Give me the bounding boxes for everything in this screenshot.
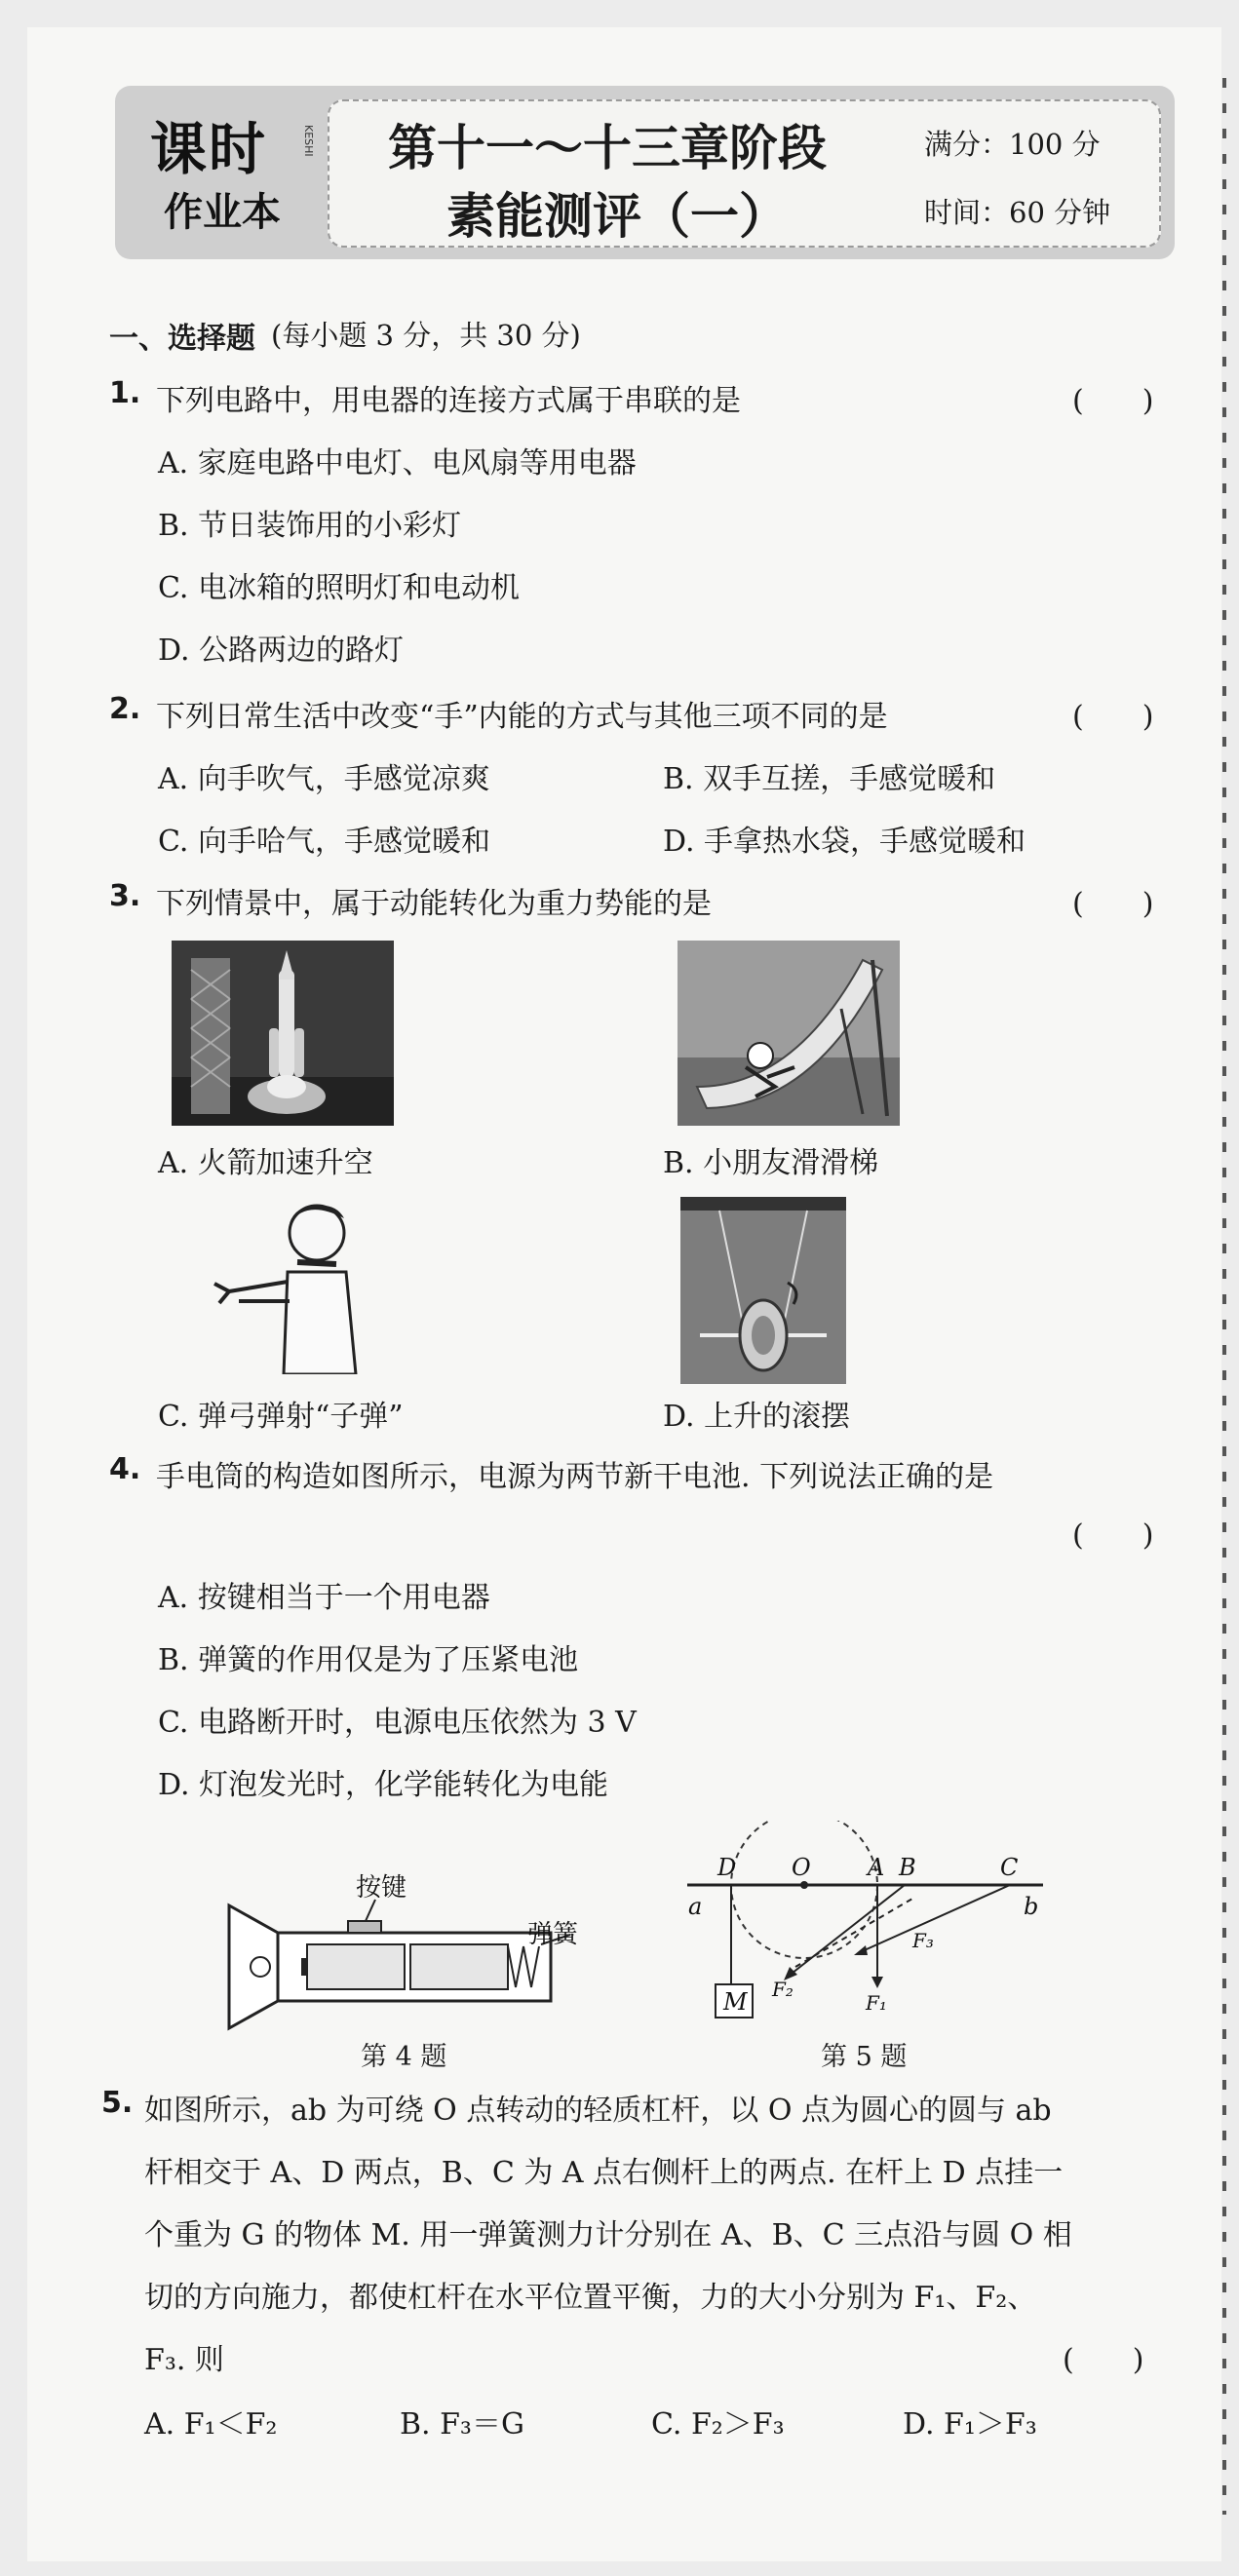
q3-option-d: D. 上升的滚摆 (663, 1400, 851, 1434)
q5-option-b: B. F₃＝G (400, 2407, 524, 2441)
q4-option-d: D. 灯泡发光时，化学能转化为电能 (158, 1768, 609, 1802)
q1-number: 1. (109, 376, 141, 410)
q5-stem-line1: 如图所示，ab 为可绕 O 点转动的轻质杠杆，以 O 点为圆心的圆与 ab (144, 2094, 1052, 2128)
worksheet-header (115, 86, 1175, 259)
section-heading: 一、选择题 (109, 322, 255, 356)
force-f2-label: F₂ (772, 1978, 794, 2001)
full-score: 满分：100 分 (924, 128, 1101, 161)
q3-option-b: B. 小朋友滑滑梯 (663, 1146, 879, 1180)
q5-stem-line5: F₃. 则 (144, 2343, 224, 2377)
logo-pinyin: KESHI (302, 125, 315, 157)
fig5-caption: 第 5 题 (821, 2042, 908, 2072)
end-a-label: a (688, 1893, 703, 1920)
q2-option-b: B. 双手互搓，手感觉暖和 (663, 762, 996, 796)
q4-answer-blank[interactable]: ( ) (1072, 1519, 1154, 1553)
q1-stem: 下列电路中，用电器的连接方式属于串联的是 (156, 384, 741, 418)
q2-answer-blank[interactable]: ( ) (1072, 700, 1154, 734)
q3-answer-blank[interactable]: ( ) (1072, 887, 1154, 921)
logo-line1: 课时 (150, 116, 268, 182)
slide-photo (678, 941, 900, 1126)
q4-option-b: B. 弹簧的作用仅是为了压紧电池 (158, 1643, 579, 1677)
point-d-label: D (717, 1854, 737, 1881)
force-f3-label: F₃ (912, 1929, 934, 1952)
q3-option-a: A. 火箭加速升空 (158, 1146, 373, 1180)
q1-answer-blank[interactable]: ( ) (1072, 384, 1154, 418)
q2-option-a: A. 向手吹气，手感觉凉爽 (158, 762, 490, 796)
q2-number: 2. (109, 692, 141, 726)
force-f1-label: F₁ (866, 1991, 887, 2015)
q1-option-c: C. 电冰箱的照明灯和电动机 (158, 571, 520, 605)
fig4-caption: 第 4 题 (361, 2042, 447, 2072)
q5-option-a: A. F₁＜F₂ (144, 2407, 278, 2441)
rocket-launch-photo (172, 941, 394, 1126)
logo-line2: 作业本 (164, 190, 281, 235)
lever-diagram (682, 1821, 1063, 2035)
q5-stem-line4: 切的方向施力，都使杠杆在水平位置平衡，力的大小分别为 F₁、F₂、 (144, 2281, 1037, 2315)
q5-answer-blank[interactable]: ( ) (1063, 2343, 1144, 2377)
mass-m-label: M (723, 1988, 748, 2016)
maxwell-wheel-photo (680, 1197, 846, 1384)
binding-margin-dashes (1222, 78, 1226, 2515)
q1-option-b: B. 节日装饰用的小彩灯 (158, 509, 462, 543)
q5-stem-line3: 个重为 G 的物体 M. 用一弹簧测力计分别在 A、B、C 三点沿与圆 O 相 (144, 2218, 1072, 2252)
q4-option-c: C. 电路断开时，电源电压依然为 3 V (158, 1706, 637, 1740)
page-title-line2: 素能测评（一） (446, 188, 788, 245)
slingshot-boy-drawing (200, 1194, 366, 1374)
q2-option-d: D. 手拿热水袋，手感觉暖和 (663, 825, 1026, 859)
end-b-label: b (1024, 1893, 1039, 1920)
point-o-label: O (792, 1854, 811, 1881)
time-limit: 时间：60 分钟 (924, 196, 1111, 229)
q1-option-d: D. 公路两边的路灯 (158, 634, 405, 668)
q2-option-c: C. 向手哈气，手感觉暖和 (158, 825, 490, 859)
q4-number: 4. (109, 1452, 141, 1486)
q3-stem: 下列情景中，属于动能转化为重力势能的是 (156, 887, 712, 921)
q4-stem: 手电筒的构造如图所示，电源为两节新干电池. 下列说法正确的是 (156, 1460, 994, 1494)
point-c-label: C (1000, 1854, 1019, 1881)
q5-option-d: D. F₁＞F₃ (903, 2407, 1037, 2441)
spring-label: 弹簧 (527, 1919, 579, 1948)
q5-stem-line2: 杆相交于 A、D 两点，B、C 为 A 点右侧杆上的两点. 在杆上 D 点挂一 (144, 2156, 1064, 2190)
section-note: (每小题 3 分，共 30 分) (271, 319, 581, 352)
q3-number: 3. (109, 879, 141, 913)
q1-option-a: A. 家庭电路中电灯、电风扇等用电器 (158, 446, 637, 481)
page-title-line1: 第十一～十三章阶段 (388, 120, 827, 176)
point-b-label: B (899, 1854, 916, 1881)
button-label: 按键 (356, 1872, 407, 1902)
flashlight-diagram (219, 1857, 609, 2042)
q5-number: 5. (101, 2086, 134, 2120)
title-panel (328, 99, 1161, 248)
point-a-label: A (868, 1854, 885, 1881)
q2-stem: 下列日常生活中改变“手”内能的方式与其他三项不同的是 (156, 700, 888, 734)
q4-option-a: A. 按键相当于一个用电器 (158, 1581, 490, 1615)
q3-option-c: C. 弹弓弹射“子弹” (158, 1400, 404, 1434)
keshi-logo (131, 96, 326, 250)
q5-option-c: C. F₂＞F₃ (651, 2407, 785, 2441)
